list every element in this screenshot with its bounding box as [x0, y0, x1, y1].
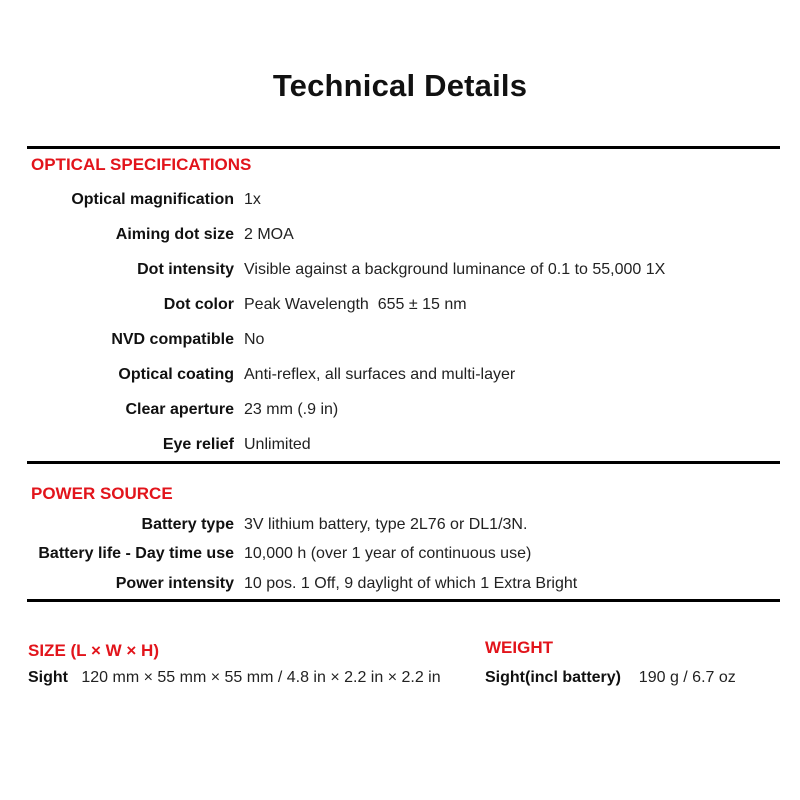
spec-value: 3V lithium battery, type 2L76 or DL1/3N.	[244, 516, 528, 533]
spec-value: 1x	[244, 191, 261, 208]
spec-label: Eye relief	[162, 436, 234, 453]
spec-value: No	[244, 331, 265, 348]
section-divider	[27, 146, 780, 149]
size-label: Sight	[28, 669, 68, 686]
spec-value: 10 pos. 1 Off, 9 daylight of which 1 Extra Bright	[244, 575, 578, 592]
spec-row-optical-coating	[0, 366, 800, 390]
page-title: Technical Details	[272, 68, 528, 103]
size-heading: SIZE (L × W × H)	[28, 641, 159, 660]
spec-label: Battery life - Day time use	[38, 545, 234, 562]
weight-value: 190 g / 6.7 oz	[638, 669, 736, 686]
spec-label: Dot color	[163, 296, 234, 313]
spec-row-battery-life	[0, 545, 800, 569]
spec-row-aiming-dot-size	[0, 226, 800, 250]
spec-label: Aiming dot size	[115, 226, 234, 243]
spec-value: Peak Wavelength 655 ± 15 nm	[244, 296, 467, 313]
optical-specs-heading: OPTICAL SPECIFICATIONS	[31, 155, 252, 174]
spec-label: Clear aperture	[125, 401, 234, 418]
spec-row-optical-magnification	[0, 191, 800, 215]
spec-value: Visible against a background luminance of 0.1 to 55,000 1X	[244, 261, 666, 278]
spec-label: Dot intensity	[137, 261, 234, 278]
weight-label: Sight(incl battery)	[485, 669, 622, 686]
spec-row-clear-aperture	[0, 401, 800, 425]
spec-label: Battery type	[141, 516, 234, 533]
spec-label: NVD compatible	[111, 331, 234, 348]
section-divider	[27, 599, 780, 602]
spec-label: Optical magnification	[71, 191, 234, 208]
spec-row-eye-relief	[0, 436, 800, 460]
spec-value: Unlimited	[244, 436, 311, 453]
spec-row-power-intensity	[0, 575, 800, 599]
spec-value: 2 MOA	[244, 226, 294, 243]
spec-label: Optical coating	[118, 366, 234, 383]
power-source-heading: POWER SOURCE	[31, 484, 173, 503]
spec-label: Power intensity	[115, 575, 234, 592]
section-divider	[27, 461, 780, 464]
spec-value: 23 mm (.9 in)	[244, 401, 339, 418]
spec-row-dot-color	[0, 296, 800, 320]
spec-value: Anti-reflex, all surfaces and multi-layer	[244, 366, 516, 383]
spec-row-dot-intensity	[0, 261, 800, 285]
weight-row	[485, 669, 736, 687]
size-row	[28, 669, 441, 687]
spec-row-battery-type	[0, 516, 800, 540]
size-value: 120 mm × 55 mm × 55 mm / 4.8 in × 2.2 in × 2.2 in	[81, 669, 441, 686]
spec-value: 10,000 h (over 1 year of continuous use)	[244, 545, 532, 562]
spec-row-nvd-compatible	[0, 331, 800, 355]
weight-heading: WEIGHT	[485, 638, 553, 657]
